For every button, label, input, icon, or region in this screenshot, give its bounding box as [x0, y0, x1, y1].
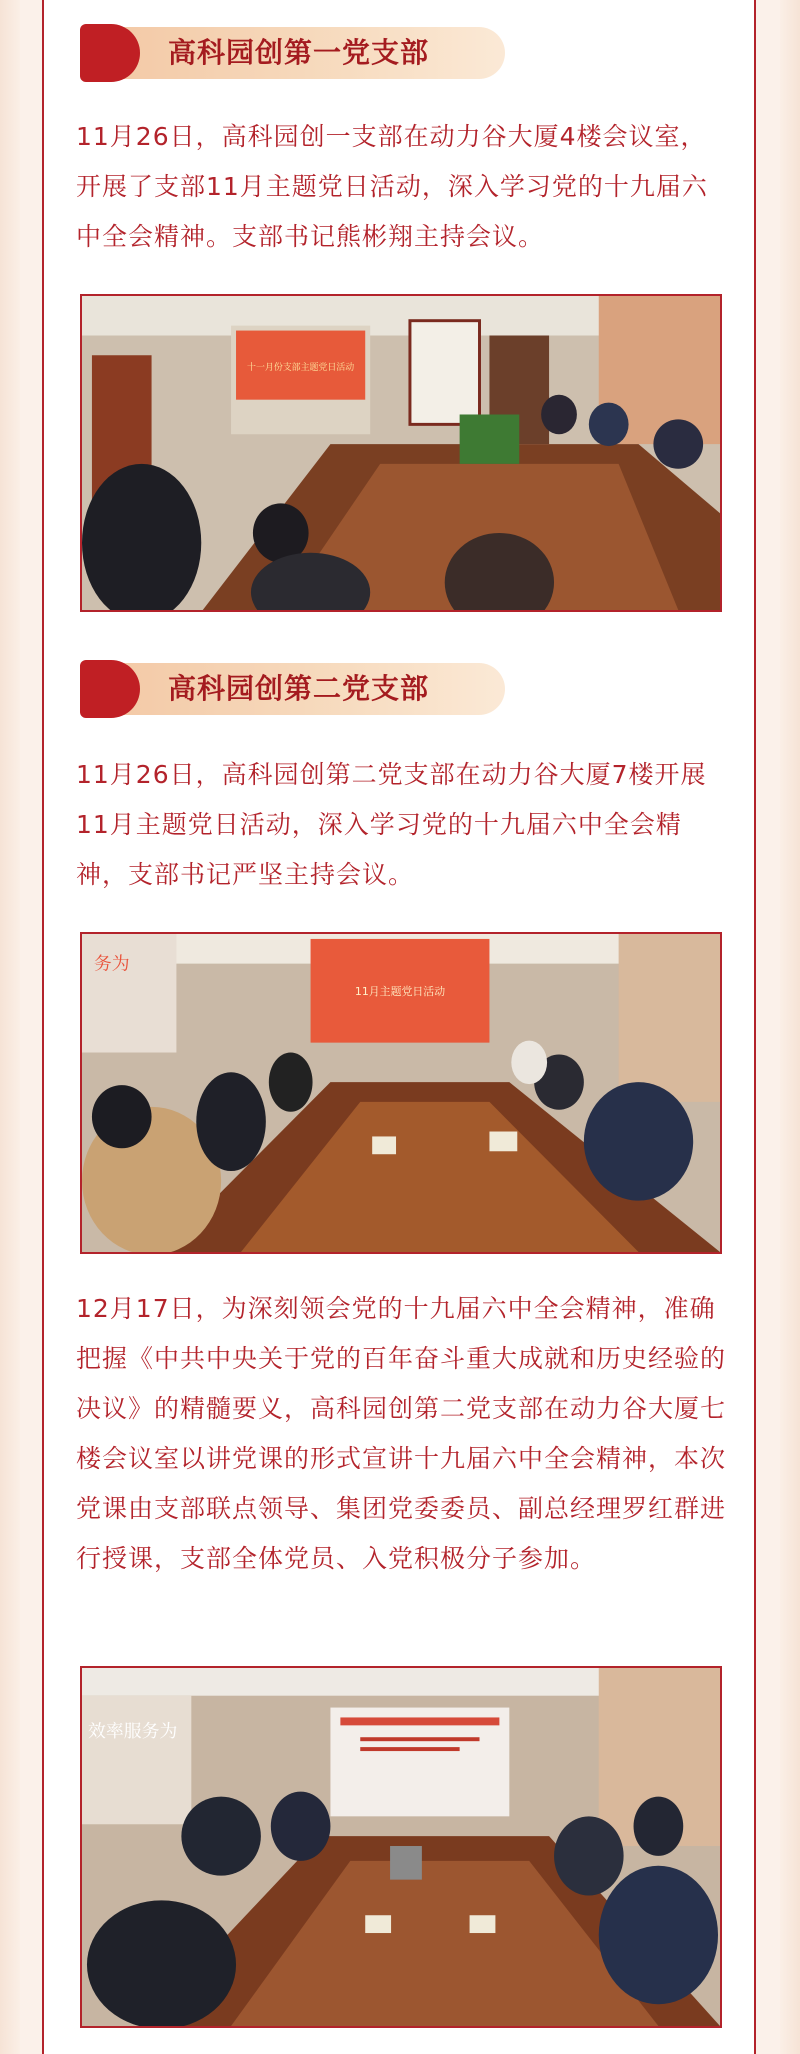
header-badge: [80, 24, 140, 82]
meeting-photo-2: [80, 932, 722, 1254]
projector-text: 11月主题党日活动: [354, 985, 446, 999]
section-header-branch-2: [80, 660, 505, 718]
left-decor-strip: [0, 0, 20, 2054]
lecture-paragraph: 12月17日，为深刻领会党的十九届六中全会精神，准确把握《中共中央关于党的百年奋斗重大成就和历史经验的决议》的精髓要义，高科园创第二党支部在动力谷大厦七楼会议室以讲党课的形式宣讲十九届六中全会精神，本次党课由支部联点领导、集团党委委员、副总经理罗红群进行授课，支部全体党员、入党积极分子参加。: [76, 1294, 727, 1573]
meeting-photo-1: [80, 294, 722, 612]
article-panel: [42, 0, 756, 2054]
meeting-photo-3: [80, 1666, 722, 2028]
section-paragraph: 11月26日，高科园创一支部在动力谷大厦4楼会议室，开展了支部11月主题党日活动，深入学习党的十九届六中全会精神。支部书记熊彬翔主持会议。: [76, 122, 708, 251]
right-decor-strip: [780, 0, 800, 2054]
header-badge: [80, 660, 140, 718]
section-title: 高科园创第一党支部: [168, 36, 430, 69]
section-header-branch-1: [80, 24, 505, 82]
section-paragraph: 11月26日，高科园创第二党支部在动力谷大厦7楼开展11月主题党日活动，深入学习党的十九届六中全会精神，支部书记严坚主持会议。: [76, 760, 707, 889]
wall-decor-icon: 务为: [93, 953, 130, 975]
projector-text: 十一月份支部主题党日活动: [247, 363, 355, 374]
section-title: 高科园创第二党支部: [168, 672, 430, 705]
wall-slogan: 效率服务为: [87, 1721, 178, 1743]
